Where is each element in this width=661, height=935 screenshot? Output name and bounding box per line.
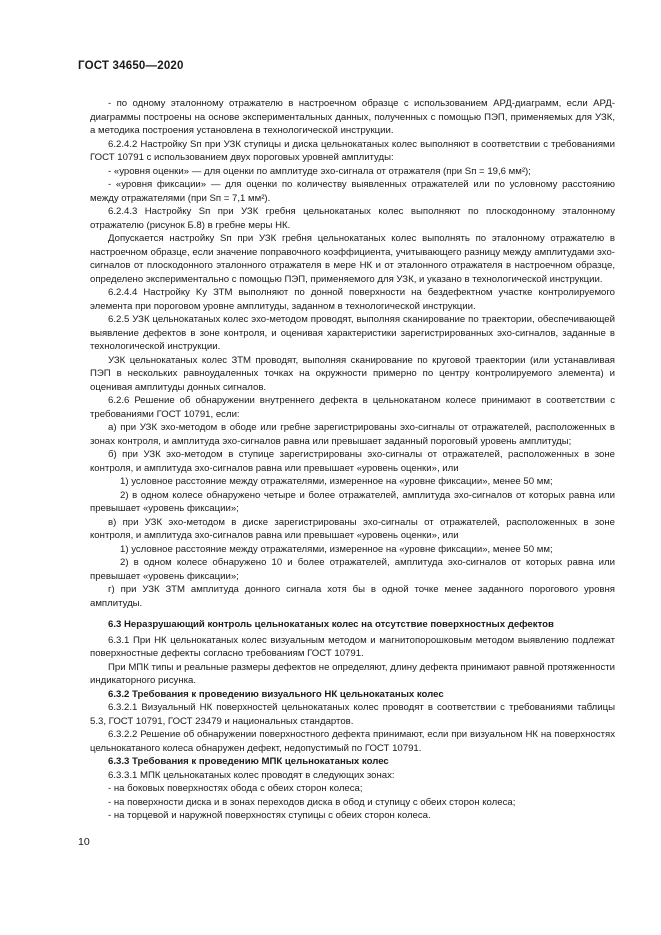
page-body [90, 97, 615, 823]
paragraph: 6.3.1 При НК цельнокатаных колес визуальным методом и магнитопорошковым методом выявлению подлежат поверхностные дефекты согласно требованиям ГОСТ 10791. [90, 634, 615, 659]
paragraph: 6.2.5 УЗК цельнокатаных колес эхо-методом проводят, выполняя сканирование по траектории, обеспечивающей выявление дефектов в зоне контроля, и оценивая характеристики зарегистрированных эхо-сигналов, заданные в технологической инструкции. [90, 314, 615, 352]
paragraph: УЗК цельнокатаных колес ЗТМ проводят, выполняя сканирование по круговой траектории (или устанавливая ПЭП в нескольких равноудаленных точках на окружности примерно по центру контролируемого элемента) и оценивая амплитуды донных сигналов. [90, 354, 615, 393]
sub-list-item: 1) условное расстояние между отражателями, измеренное на «уровне фиксации», менее 50 мм; [120, 543, 553, 555]
paragraph: Допускается настройку Sп при УЗК гребня цельнокатаных колес выполнять по эталонному отражателю в настроечном образце, если значение поправочного коэффициента, учитывающего разницу между амплитудами эхо-сигналов от плоскодонного эталонного отражателя в мере НК и от эталонного отражателя в настроечном образце, определено экспериментально с помощью ПЭП, применяемого для УЗК, и указано в технологической инструкции. [90, 233, 615, 285]
page-number: 10 [78, 836, 90, 848]
list-item: г) при УЗК ЗТМ амплитуда донного сигнала хотя бы в одной точке менее заданного порогового уровня амплитуды. [90, 584, 615, 609]
paragraph: 6.2.4.4 Настройку Kу ЗТМ выполняют по донной поверхности на бездефектном участке контролируемого элемента при пороговом уровне амплитуды, заданном в технологической инструкции. [90, 287, 615, 312]
list-item: - «уровня оценки» — для оценки по амплитуде эхо-сигнала от отражателя (при Sп = 19,6 мм²); [108, 165, 531, 177]
list-item: - на боковых поверхностях обода с обеих сторон колеса; [108, 783, 363, 794]
paragraph: 6.3.3.1 МПК цельнокатаных колес проводят в следующих зонах: [108, 769, 395, 781]
paragraph: 6.3.2.1 Визуальный НК поверхностей цельнокатаных колес проводят в соответствии с требованиями таблицы 5.3, ГОСТ 10791, ГОСТ 23479 и национальных стандартов. [90, 702, 615, 727]
paragraph: При МПК типы и реальные размеры дефектов не определяют, длину дефекта принимают равной протяженности индикаторного рисунка. [90, 661, 615, 686]
paragraph: 6.2.6 Решение об обнаружении внутреннего дефекта в цельнокатаном колесе принимают в соответствии с требованиями ГОСТ 10791, если: [90, 395, 615, 420]
sub-list-item: 1) условное расстояние между отражателями, измеренное на «уровне фиксации», менее 50 мм; [120, 476, 553, 487]
list-item: - «уровня фиксации» — для оценки по количеству выявленных отражателей или по условному расстоянию между отражателями (при Sп = 7,1 мм²). [90, 179, 615, 204]
sub-list-item: 2) в одном колесе обнаружено четыре и более отражателей, амплитуда эхо-сигналов от которых равна или превышает «уровень фиксации»; [90, 489, 615, 514]
paragraph: 6.2.4.2 Настройку Sп при УЗК ступицы и диска цельнокатаных колес выполняют в соответствии с требованиями ГОСТ 10791 с использованием двух пороговых уровней амплитуды: [90, 138, 615, 163]
list-item: - на торцевой и наружной поверхностях ступицы с обеих сторон колеса. [108, 810, 431, 821]
list-item: б) при УЗК эхо-методом в ступице зарегистрированы эхо-сигналы от отражателей, расположенных в зоне контроля, и амплитуда эхо-сигналов равна или превышает «уровень оценки», или [90, 449, 615, 474]
paragraph: 6.2.4.3 Настройку Sп при УЗК гребня цельнокатаных колес выполняют по плоскодонному эталонному отражателю (рисунок Б.8) в гребне меры НК. [90, 206, 615, 231]
section-heading: 6.3 Неразрушающий контроль цельнокатаных колес на отсутствие поверхностных дефектов [108, 619, 554, 630]
list-item: а) при УЗК эхо-методом в ободе или гребне зарегистрированы эхо-сигналы от отражателей, расположенных в зонах контроля, и амплитуда эхо-сигналов равна или превышает заданный пороговый уровень амплитуды; [90, 422, 615, 447]
list-item: - на поверхности диска и в зонах переходов диска в обод и ступицу с обеих сторон колеса; [108, 796, 516, 808]
subsection-heading: 6.3.3 Требования к проведению МПК цельнокатаных колес [108, 756, 389, 767]
paragraph: - по одному эталонному отражателю в настроечном образце с использованием АРД-диаграмм, если АРД-диаграммы построены на основе экспериментальных данных, полученных с помощью ПЭП, применяемых для УЗК, а методика построения установлена в технологической инструкции. [90, 98, 615, 136]
subsection-heading: 6.3.2 Требования к проведению визуального НК цельнокатаных колес [108, 688, 444, 700]
sub-list-item: 2) в одном колесе обнаружено 10 и более отражателей, амплитуда эхо-сигналов от которых равна или превышает «уровень фиксации»; [90, 557, 615, 582]
list-item: в) при УЗК эхо-методом в диске зарегистрированы эхо-сигналы от отражателей, расположенных в зоне контроля, и амплитуда эхо-сигналов равна или превышает «уровень оценки», или [90, 516, 615, 541]
paragraph: 6.3.2.2 Решение об обнаружении поверхностного дефекта принимают, если при визуальном НК на поверхностях цельнокатаного колеса обнаружен дефект, недопустимый по ГОСТ 10791. [90, 729, 615, 754]
document-header: ГОСТ 34650—2020 [78, 60, 184, 72]
